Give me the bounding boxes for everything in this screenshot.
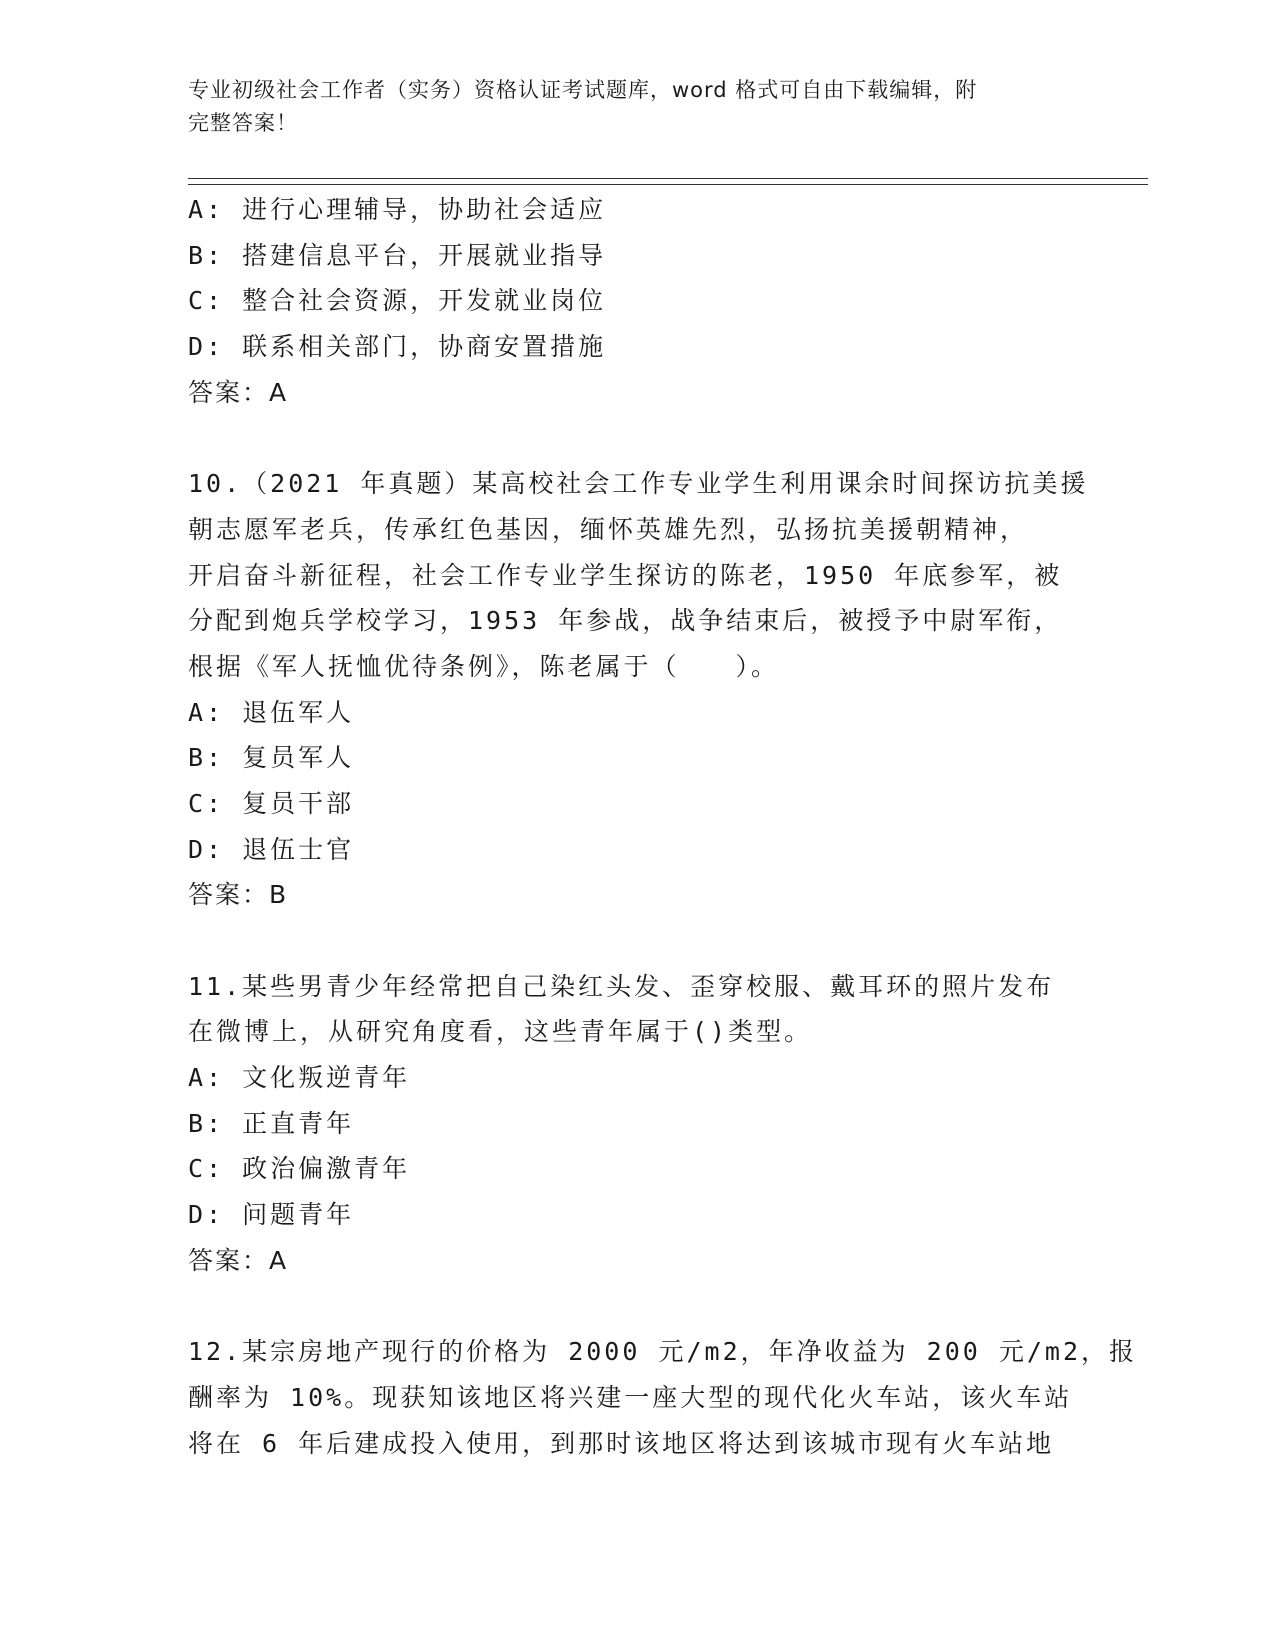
spacer — [188, 415, 1088, 461]
option-b: B: 搭建信息平台，开展就业指导 — [188, 240, 607, 270]
option-a: A: 文化叛逆青年 — [188, 1063, 411, 1093]
question-9-block — [188, 187, 1088, 415]
document-header — [188, 74, 1068, 140]
option-d: D: 问题青年 — [188, 1200, 355, 1230]
option-a: A: 进行心理辅导，协助社会适应 — [188, 195, 607, 224]
question-stem-line: 开启奋斗新征程，社会工作专业学生探访的陈老，1950 年底参军，被 — [188, 560, 1063, 590]
option-a: A: 退伍军人 — [188, 697, 355, 727]
question-stem-line: 酬率为 10%。现获知该地区将兴建一座大型的现代化火车站，该火车站 — [188, 1382, 1073, 1412]
header-line-1: 专业初级社会工作者（实务）资格认证考试题库，word 格式可自由下载编辑，附 — [188, 78, 978, 102]
question-stem-line: 10.（2021 年真题）某高校社会工作专业学生利用课余时间探访抗美援 — [188, 469, 1089, 499]
answer-label: 答案：A — [188, 377, 289, 407]
option-d: D: 联系相关部门，协商安置措施 — [188, 332, 607, 362]
option-b: B: 正直青年 — [188, 1108, 355, 1138]
question-stem-line: 11.某些男青少年经常把自己染红头发、歪穿校服、戴耳环的照片发布 — [188, 971, 1055, 1001]
answer-label: 答案：A — [188, 1245, 289, 1275]
option-c: C: 复员干部 — [188, 788, 355, 818]
question-stem-line: 将在 6 年后建成投入使用，到那时该地区将达到该城市现有火车站地 — [188, 1428, 1055, 1458]
answer-label: 答案：B — [188, 880, 289, 910]
option-c: C: 整合社会资源，开发就业岗位 — [188, 286, 607, 316]
question-12-block — [188, 1329, 1138, 1466]
question-stem-line: 朝志愿军老兵，传承红色基因，缅怀英雄先烈，弘扬抗美援朝精神， — [188, 514, 1029, 544]
question-11-block — [188, 964, 1088, 1284]
question-stem-line: 分配到炮兵学校学习，1953 年参战，战争结束后，被授予中尉军衔， — [188, 606, 1063, 636]
option-c: C: 政治偏激青年 — [188, 1154, 411, 1184]
option-b: B: 复员军人 — [188, 743, 355, 773]
question-10-block — [188, 461, 1088, 918]
question-stem-line: 12.某宗房地产现行的价格为 2000 元/m2，年净收益为 200 元/m2，报 — [188, 1337, 1138, 1367]
header-divider-top — [188, 178, 1148, 179]
question-body — [188, 187, 1138, 1466]
spacer — [188, 1284, 1088, 1330]
header-line-2: 完整答案！ — [188, 111, 298, 135]
question-stem-line: 根据《军人抚恤优待条例》，陈老属于（ ）。 — [188, 651, 780, 681]
question-stem-line: 在微博上，从研究角度看，这些青年属于()类型。 — [188, 1017, 813, 1047]
header-divider-bottom — [188, 184, 1148, 185]
option-d: D: 退伍士官 — [188, 834, 355, 864]
spacer — [188, 918, 1088, 964]
